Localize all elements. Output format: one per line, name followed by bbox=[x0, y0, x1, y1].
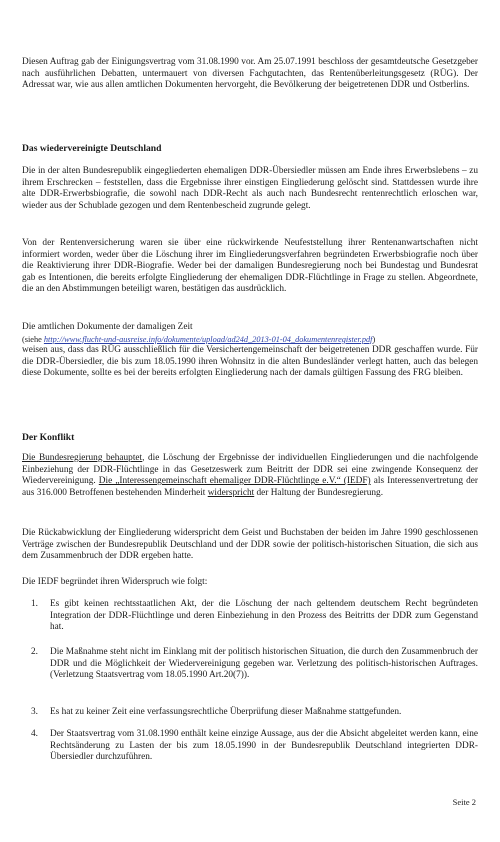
list-text: Es gibt keinen rechtsstaatlichen Akt, der die Löschung der nach geltendem deutschem Recht begründeten Integration der DDR-Flüchtlinge und deren Einbeziehung in den Prozess des Beitritts der DDR zum Gegenstand hat. bbox=[50, 599, 478, 633]
paragraph-rentenversicherung: Von der Rentenversicherung waren sie über eine rückwirkende Neufeststellung ihrer Rentenanwartschaften nicht informiert worden, weder über die Löschung ihrer im Eingliederungsverfahren begründeten Erwerbsbiografie noch über die Reaktivierung ihrer DDR-Biografie. Weder bei der damaligen Bundesregierung noch bei Bundestag und Bundesrat gab es Intentionen, die bereits erfolgte Eingliederung der ehemaligen DDR-Flüchtlinge in Frage zu stellen. Abgeordnete, die an den Abstimmungen beteiligt waren, bestätigen das ausdrücklich. bbox=[22, 238, 478, 295]
text-segment: der Haltung der Bundesregierung. bbox=[254, 487, 384, 498]
underlined-iedf: Die „Interessengemeinschaft ehemaliger DDR-Flüchtlinge e.V.“ (IEDF) bbox=[98, 476, 371, 487]
paren-close: ) bbox=[372, 334, 376, 344]
heading-konflikt: Der Konflikt bbox=[22, 432, 75, 443]
list-text: Es hat zu keiner Zeit eine verfassungsrechtliche Überprüfung dieser Maßnahme stattgefunden. bbox=[50, 707, 402, 717]
paragraph-line: Die amtlichen Dokumente der damaligen Zeit bbox=[22, 322, 193, 332]
list-number: 1. bbox=[31, 599, 38, 609]
link-line bbox=[22, 334, 478, 346]
list-item bbox=[31, 729, 478, 764]
paragraph-continuation: weisen aus, dass das RÜG ausschließlich für die Versichertengemeinschaft der beigetretenen DDR geschaffen wurde. Für die DDR-Übersiedler, die bis zum 18.05.1990 ihren Wohnsitz in die alten Bundesländer verlegt hatten, auch das belegen diese Dokumente, sollte es bei der bereits erfolgten Eingliederung nach der damals gültigen Fassung des FRG bleiben. bbox=[22, 345, 478, 379]
list-number: 2. bbox=[31, 647, 38, 657]
paragraph-intro: Diesen Auftrag gab der Einigungsvertrag vom 31.08.1990 vor. Am 25.07.1991 beschloss der gesamtdeutsche Gesetzgeber nach ausführlichen Debatten, untermauert von diversen Fachgutachten, das Rentenüberleitungsgesetz (RÜG). Der Adressat war, wie aus allen amtlichen Dokumenten hervorgeht, die Bevölkerung der beigetretenen DDR und Ostberlins. bbox=[22, 57, 478, 91]
paragraph-begruendung: Die IEDF begründet ihren Widerspruch wie folgt: bbox=[22, 577, 208, 587]
text-segment: , die Löschung der Ergebnisse der individuellen Eingliederungen und die nachfolgende Einbeziehung der DDR-Flüchtlinge in das Gesetzeswerk zum Beitritt der DDR sei eine zwingende Konsequenz der Wiedervereinigung. bbox=[22, 453, 478, 487]
underlined-claim: Die Bundesregierung behauptet bbox=[22, 453, 143, 463]
underlined-widerspricht: widerspricht bbox=[207, 487, 255, 498]
text-segment: als Interessenvertretung der aus 316.000 Betroffenen bestehenden Minderheit bbox=[22, 476, 478, 498]
paragraph-bundesregierung bbox=[22, 453, 478, 499]
list-item bbox=[31, 647, 478, 682]
paragraph-uebersiedler: Die in der alten Bundesrepublik eingegliederten ehemaligen DDR-Übersiedler müssen am Ende ihres Erwerbslebens – zu ihrem Erschrecken – feststellen, dass die Ergebnisse ihrer einstigen Eingliederung gelöscht sind. Stattdessen wurde ihre alte DDR-Erwerbsbiografie, die sowohl nach DDR-Recht als auch nach Bundesrecht rentenrechtlich erloschen war, wieder aus der Schublade gezogen und dem Rentenbescheid zugrunde gelegt. bbox=[22, 166, 478, 211]
list-number: 4. bbox=[31, 729, 38, 739]
list-item bbox=[31, 599, 478, 634]
paragraph-rueckabwicklung: Die Rückabwicklung der Eingliederung widerspricht dem Geist und Buchstaben der beiden im Jahre 1990 geschlossenen Verträge zwischen der Bundesrepublik Deutschland und der DDR sowie der politisch-historischen Situation, die sich aus dem Zusammenbruch der DDR ergeben hatte. bbox=[22, 528, 478, 562]
list-number: 3. bbox=[31, 707, 38, 717]
paragraph-amtliche-dokumente bbox=[22, 322, 478, 380]
heading-wiedervereinigte-deutschland: Das wiedervereinigte Deutschland bbox=[22, 143, 162, 154]
document-register-link[interactable]: http://www.flucht-und-ausreise.info/dokumente/upload/ad24d_2013-01-04_dokumentenregister.pdf bbox=[43, 334, 373, 344]
list-text: Der Staatsvertrag vom 31.08.1990 enthält keine einzige Aussage, aus der die Absicht abgeleitet werden kann, eine Rechtsänderung zu Lasten der bis zum 18.05.1990 in der Bundesrepublik Deutschland integrierten DDR-Übersiedler durchzuführen. bbox=[50, 729, 478, 763]
paren-open: (siehe bbox=[22, 334, 44, 344]
list-item bbox=[31, 707, 478, 719]
page-number: Seite 2 bbox=[452, 797, 476, 807]
list-text: Die Maßnahme steht nicht im Einklang mit der politisch historischen Situation, die durch den Zusammenbruch der DDR und die Möglichkeit der Wiedervereinigung gegeben war. Verletzung des politisch-historischen Auftrages. (Verletzung Staatsvertrag vom 18.05.1990 Art.20(7)). bbox=[50, 647, 478, 681]
